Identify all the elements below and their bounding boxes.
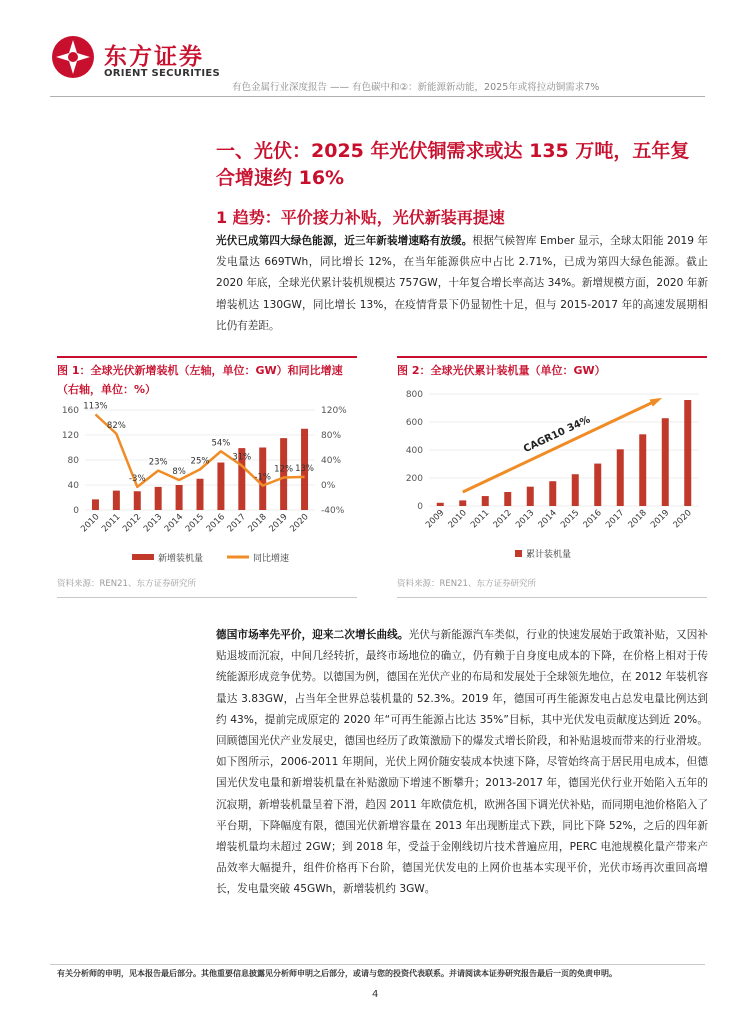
- bar: [504, 492, 511, 506]
- y-tick-right: 120%: [321, 406, 347, 416]
- bar: [176, 485, 183, 510]
- data-label: 13%: [295, 463, 314, 474]
- y-tick-right: 80%: [321, 431, 342, 441]
- data-label: -1%: [254, 472, 272, 483]
- bar: [572, 474, 579, 506]
- legend-swatch-bar: [132, 554, 154, 560]
- y-tick-left: 160: [61, 406, 79, 416]
- x-tick: 2020: [288, 512, 311, 535]
- x-tick: 2013: [513, 508, 537, 531]
- bar: [113, 491, 120, 510]
- logo-chinese: 东方证券: [104, 44, 204, 70]
- x-tick: 2016: [204, 512, 228, 535]
- figure-2-title: 图 2：全球光伏累计装机量（单位：GW）: [397, 364, 606, 377]
- paragraph-body: 根据气候智库 Ember 显示，全球太阳能 2019 年发电量达 669TWh，同比增长 12%，在当年能源供应中占比 2.71%，已成为第四大绿色能源。截止 2020 年底，全球光伏累计装机规模达 757GW，十年复合增长率高达 34%。新增规模方面，2020 年新增装机达 130GW，同比增长 13%，在疫情背景下仍显韧性十足，但与 2015-2017 年的高速发展期相比仍有差距。: [216, 235, 708, 332]
- bar: [217, 463, 224, 511]
- data-label: 82%: [106, 420, 126, 431]
- x-tick: 2019: [648, 508, 672, 531]
- y-tick-right: -40%: [321, 506, 345, 516]
- x-tick: 2010: [79, 512, 102, 535]
- figure-top-rule: [57, 356, 357, 358]
- footer-disclaimer: 有关分析师的申明，见本报告最后部分。其他重要信息披露见分析师申明之后部分，或请与您的投资代表联系。并请阅读本证券研究报告最后一页的免责申明。: [57, 969, 617, 978]
- y-tick: 400: [405, 446, 423, 456]
- x-tick: 2011: [468, 508, 492, 531]
- data-label: 54%: [211, 438, 231, 449]
- chart-cumulative-installs: [397, 382, 707, 572]
- paragraph-lead: 德国市场率先平价，迎来二次增长曲线。: [216, 629, 409, 641]
- paragraph-germany: [216, 625, 708, 901]
- figure-1-source: 资料来源：REN21、东方证券研究所: [57, 579, 196, 589]
- x-tick: 2013: [141, 512, 165, 535]
- legend-label: 同比增速: [253, 554, 290, 564]
- y-tick-right: 0%: [321, 481, 336, 491]
- figure-top-rule: [397, 356, 707, 358]
- x-tick: 2014: [162, 512, 186, 535]
- legend-label: 累计装机量: [526, 550, 572, 560]
- paragraph-lead: 光伏已成第四大绿色能源，近三年新装增速略有放缓。: [216, 235, 473, 247]
- x-tick: 2015: [558, 508, 582, 531]
- x-tick: 2017: [603, 508, 627, 531]
- data-label: 25%: [190, 456, 210, 467]
- data-label: 113%: [83, 401, 108, 412]
- bar: [684, 400, 691, 506]
- legend-swatch-bar: [515, 550, 522, 557]
- data-label: 23%: [148, 457, 168, 468]
- bar: [639, 434, 646, 506]
- bar: [662, 418, 669, 506]
- bar: [92, 499, 99, 510]
- y-tick-right: 40%: [321, 456, 342, 466]
- cagr-arrow-head: [650, 398, 663, 407]
- data-label: 12%: [274, 464, 294, 475]
- figure-2-source: 资料来源：REN21、东方证券研究所: [397, 579, 536, 589]
- x-tick: 2015: [183, 512, 207, 535]
- figure-1: [57, 356, 357, 399]
- header-divider: [50, 96, 705, 97]
- figure-2: [397, 356, 707, 380]
- x-tick: 2018: [626, 508, 649, 531]
- data-label: 31%: [232, 452, 252, 463]
- y-tick: 200: [405, 474, 423, 484]
- section-subtitle: 1 趋势：平价接力补贴，光伏新装再提速: [216, 208, 505, 227]
- cagr-annotation: CAGR10 34%: [521, 414, 593, 456]
- footer-divider: [50, 964, 705, 965]
- bar: [549, 481, 556, 506]
- logo-english: ORIENT SECURITIES: [104, 68, 221, 79]
- section-title: 一、光伏：2025 年光伏铜需求或达 135 万吨，五年复合增速约 16%: [216, 140, 690, 189]
- bar: [134, 491, 141, 510]
- x-tick: 2010: [446, 508, 469, 531]
- chart-new-installs: [57, 396, 357, 576]
- x-tick: 2014: [536, 508, 559, 531]
- figure-2-bottom-rule: [397, 597, 707, 598]
- x-tick: 2020: [671, 508, 694, 531]
- figure-1-title: 图 1：全球光伏新增装机（左轴，单位：GW）和同比增速（右轴，单位：%）: [57, 364, 343, 396]
- x-tick: 2016: [581, 508, 604, 531]
- figure-1-bottom-rule: [57, 597, 357, 598]
- bar: [482, 496, 489, 506]
- y-tick: 600: [405, 418, 423, 428]
- y-tick-left: 0: [73, 506, 79, 516]
- report-header-line: 有色金属行业深度报告 —— 有色碳中和②：新能源新动能，2025年或将拉动铜需求7%: [232, 82, 600, 93]
- data-label: 8%: [172, 467, 186, 477]
- x-tick: 2017: [225, 512, 248, 535]
- page-number: 4: [372, 989, 379, 1000]
- legend-label: 新增装机量: [158, 554, 204, 564]
- growth-line: [95, 414, 304, 487]
- x-tick: 2018: [246, 512, 269, 535]
- bar: [197, 479, 204, 510]
- orient-logo-icon: [50, 34, 96, 80]
- bar: [459, 500, 466, 506]
- paragraph-body: 光伏与新能源汽车类似，行业的快速发展始于政策补贴，又因补贴退坡而沉寂，中间几经转折，最终市场地位的确立，仍有赖于自身度电成本的下降，在价格上相对于传统能源形成竞争优势。以德国为例，德国在光伏产业的布局和发展处于全球领先地位，在 2012 年装机容量达 3.83GW，占当年全世界总装机量的 52.3%。2019 年，德国可再生能源发电占总发电量比例达到约 43%，提前完成原定的 2020 年“可再生能源占比达 35%”目标，其中光伏发电贡献度达到近 20%。回顾德国光伏产业发展史，德国也经历了政策激励下的爆发式增长阶段，和补贴退坡而带来的行业滑坡。如下图所示，2006-2011 年期间，光伏上网价随安装成本快速下降，尽管始终高于居民用电成本，但德国光伏发电量和新增装机量在补贴激励下增速不断攀升；2013-2017 年，德国光伏行业开始陷入五年的沉寂期，新增装机量呈着下滑，趋因 2011 年欧债危机，欧洲各国下调光伏补贴，而同期电池价格陷入了平台期，下降幅度有限，德国光伏新增容量在 2013 年出现断崖式下跌，同比下降 52%，之后的四年新增装机量均未超过 2GW；到 2018 年，受益于金刚线切片技术普遍应用，PERC 电池规模化量产带来产品效率大幅提升，组件价格再下台阶，德国光伏发电的上网价也基本实现平价，光伏市场再次重回高增长，发电量突破 45GWh，新增装机约 3GW。: [216, 629, 708, 896]
- bar: [437, 503, 444, 506]
- x-tick: 2011: [100, 512, 123, 535]
- bar: [155, 487, 162, 510]
- y-tick-left: 40: [67, 481, 79, 491]
- x-tick: 2009: [423, 508, 447, 531]
- y-tick: 0: [417, 502, 423, 512]
- paragraph-solar-trend: [216, 231, 708, 337]
- bar: [617, 449, 624, 506]
- y-tick-left: 120: [61, 431, 79, 441]
- y-tick-left: 80: [67, 456, 79, 466]
- x-tick: 2012: [491, 508, 514, 531]
- x-tick: 2012: [121, 512, 144, 535]
- x-tick: 2019: [267, 512, 290, 535]
- data-label: -3%: [128, 473, 146, 484]
- bar: [594, 464, 601, 506]
- y-tick: 800: [405, 390, 423, 400]
- bar: [527, 487, 534, 506]
